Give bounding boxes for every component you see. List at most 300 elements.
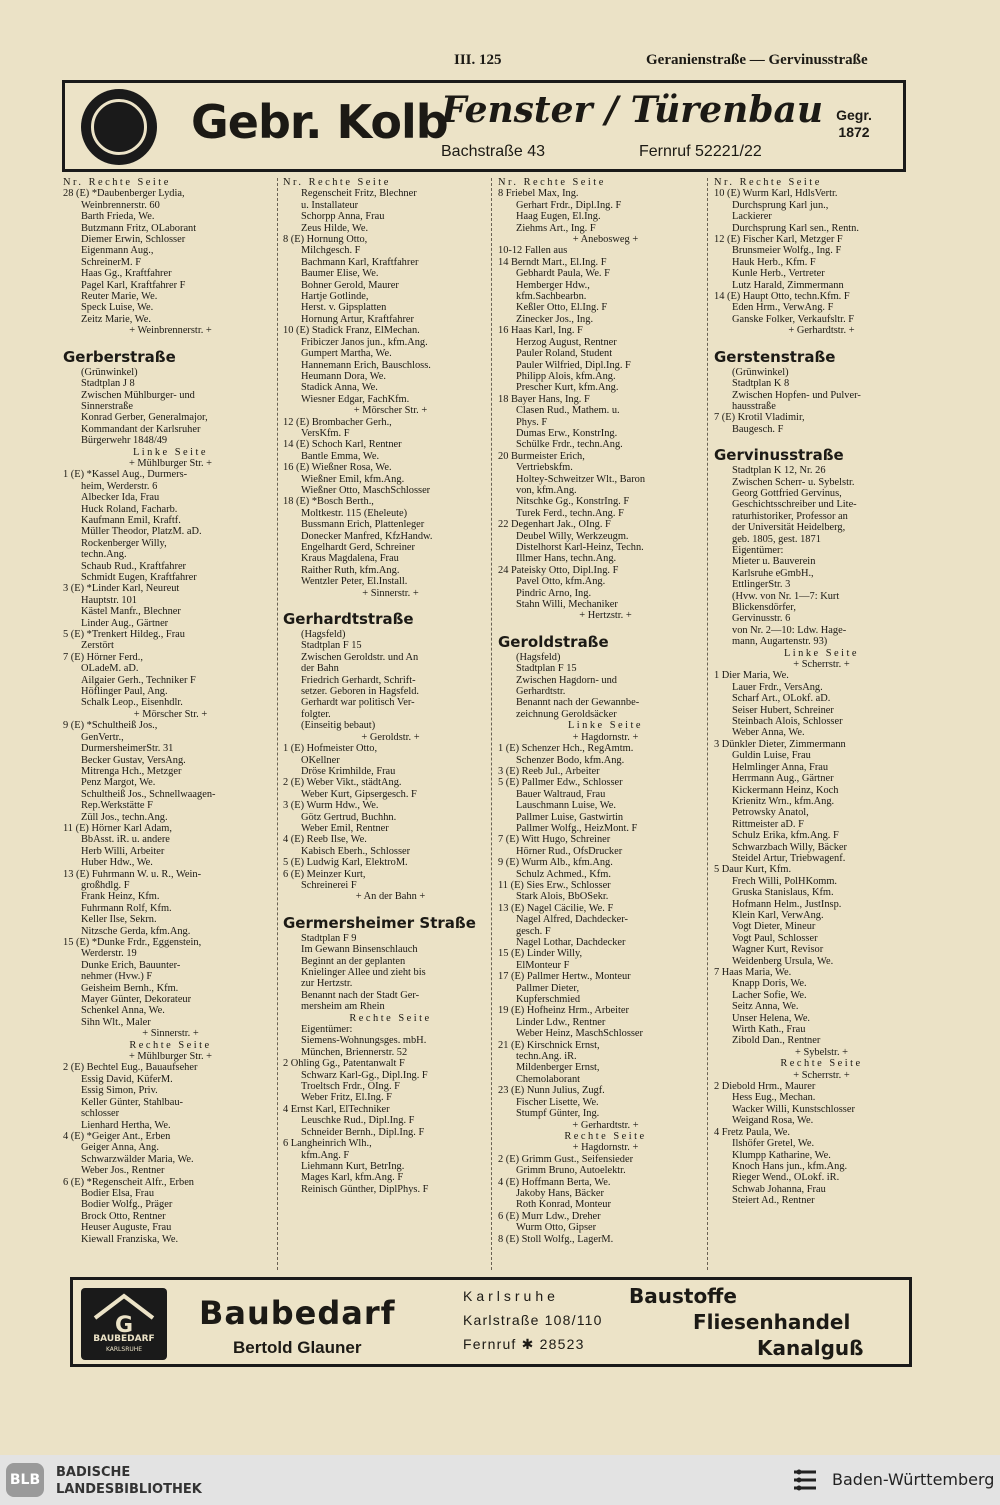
resident-line: Ziehms Art., Ing. F: [516, 222, 596, 234]
resident-line: Geisheim Bernh., Kfm.: [81, 982, 179, 994]
house-entry: 4 (E) Reeb Ilse, We.: [283, 834, 367, 846]
ad-firm-name: Gebr. Kolb: [191, 95, 448, 149]
resident-line: BbAsst. iR. u. andere: [81, 834, 170, 846]
house-entry: 18 Bayer Hans, Ing. F: [498, 393, 590, 405]
house-entry: 22 Degenhart Jak., OIng. F: [498, 519, 611, 531]
house-entry: 11 (E) Hörner Karl Adam,: [63, 822, 172, 834]
column-divider: [491, 178, 493, 1270]
house-entry: 7 (E) Krotil Vladimir,: [714, 412, 805, 424]
resident-line: Weinbrennerstr. 60: [81, 199, 160, 211]
ad-line-fliesenhandel: Fliesenhandel: [693, 1310, 851, 1334]
house-entry: 17 (E) Pallmer Hertw., Monteur: [498, 971, 631, 983]
street-heading: Germersheimer Straße: [283, 913, 476, 932]
house-entry: 2 Diebold Hrm., Maurer: [714, 1081, 816, 1093]
house-entry: 8 (E) Hornung Otto,: [283, 234, 368, 246]
resident-line: Schwarz Karl-Gg., Dipl.Ing. F: [301, 1069, 428, 1081]
resident-line: Konrad Gerber, Generalmajor,: [81, 412, 208, 424]
resident-line: zeichnung Geroldsäcker: [516, 708, 617, 720]
cross-street: + Gerhardtstr. +: [572, 1119, 639, 1131]
resident-line: raturhistoriker, Professor an: [732, 510, 848, 522]
street-range: Geranienstraße — Gervinusstraße: [646, 52, 868, 68]
resident-line: Zwischen Mühlburger- und: [81, 389, 195, 401]
resident-line: Knapp Doris, We.: [732, 978, 807, 990]
cross-street: + Sinnerstr. +: [142, 1028, 199, 1040]
resident-line: Mieter u. Bauverein: [732, 556, 816, 568]
spacer: [283, 903, 498, 912]
ad-phone: Fernruf 52221/22: [639, 143, 762, 160]
house-entry: 21 (E) Kirschnick Ernst,: [498, 1039, 600, 1051]
ad-line-kanalguss: Kanalguß: [757, 1336, 864, 1360]
resident-line: Weber Kurt, Gipsergesch. F: [301, 788, 417, 800]
resident-line: VersKfm. F: [301, 427, 350, 439]
resident-line: Fischer Lisette, We.: [516, 1096, 599, 1108]
resident-line: Seitz Anna, We.: [732, 1001, 799, 1013]
resident-line: Höflinger Paul, Ang.: [81, 686, 168, 698]
house-entry: 15 (E) *Dunke Frdr., Eggenstein,: [63, 937, 202, 948]
resident-line: Wurm Otto, Gipser: [516, 1222, 597, 1234]
side-label: Nr. Rechte Seite: [283, 177, 391, 188]
resident-line: Steidel Artur, Triebwagenf.: [732, 852, 846, 864]
resident-line: Benannt nach der Gewannbe-: [516, 697, 640, 709]
resident-line: großhdlg. F: [81, 879, 130, 891]
side-label: Nr. Rechte Seite: [498, 177, 606, 188]
resident-line: Wirth Kath., Frau: [732, 1024, 806, 1036]
resident-line: Weber Jos., Rentner: [81, 1165, 165, 1177]
resident-line: Kunle Herb., Vertreter: [732, 268, 825, 280]
resident-line: Lienhard Hertha, We.: [81, 1119, 171, 1131]
resident-line: Essig David, KüferM.: [81, 1073, 173, 1085]
resident-line: techn.Ang.: [81, 549, 127, 561]
resident-line: zur Hertzstr.: [301, 978, 353, 990]
resident-line: Guldin Luise, Frau: [732, 750, 811, 762]
house-entry: 6 (E) *Regenscheit Alfr., Erben: [63, 1176, 194, 1188]
resident-line: Ailgaier Gerh., Techniker F: [81, 674, 196, 686]
resident-line: Stahn Willi, Mechaniker: [516, 599, 618, 611]
resident-line: Zibold Dan., Rentner: [732, 1035, 821, 1047]
resident-line: DurmersheimerStr. 31: [81, 743, 174, 755]
resident-line: Phys. F: [516, 416, 548, 428]
resident-line: Schorpp Anna, Frau: [301, 211, 385, 223]
resident-line: von, kfm.Ang.: [516, 484, 577, 496]
resident-line: Nitzsche Gerda, kfm.Ang.: [81, 925, 191, 937]
house-entry: 16 (E) Wießner Rosa, We.: [283, 462, 392, 474]
resident-line: Weber Fritz, El.Ing. F: [301, 1092, 392, 1104]
resident-line: Stumpf Günter, Ing.: [516, 1108, 600, 1120]
resident-line: Pallmer Wolfg., HeizMont. F: [516, 822, 638, 834]
resident-line: Schwarzwälder Maria, We.: [81, 1153, 194, 1165]
resident-line: Nitschke Gg., KonstrIng. F: [516, 496, 630, 508]
resident-line: Hauptstr. 101: [81, 594, 137, 606]
resident-line: Pauler Wilfried, Dipl.Ing. F: [516, 359, 631, 371]
house-entry: 14 (E) Haupt Otto, techn.Kfm. F: [714, 291, 850, 303]
resident-line: Baugesch. F: [732, 423, 784, 435]
resident-line: GenVertr.,: [81, 731, 124, 743]
resident-line: Huber Hdw., We.: [81, 857, 153, 869]
house-entry: 12 (E) Brombacher Gerh.,: [283, 416, 392, 428]
resident-line: Hartje Gotlinde,: [301, 291, 369, 303]
resident-line: Helmlinger Anna, Frau: [732, 761, 829, 773]
resident-line: Krienitz Wrn., kfm.Ang.: [732, 795, 835, 807]
resident-line: Illmer Hans, techn.Ang.: [516, 553, 617, 565]
cross-street: + An der Bahn +: [355, 891, 426, 903]
resident-line: Kiewall Franziska, We.: [81, 1233, 179, 1245]
resident-line: Troeltsch Frdr., OIng. F: [301, 1081, 400, 1093]
column-4: [714, 177, 929, 1271]
street-heading: Gerhardtstraße: [283, 610, 414, 629]
resident-line: Moltkestr. 115 (Eheleute): [301, 507, 408, 519]
house-entry: 2 (E) Bechtel Eug., Bauaufseher: [63, 1062, 198, 1074]
resident-line: nehmer (Hvw.) F: [81, 971, 153, 983]
resident-line: Pallmer Luise, Gastwirtin: [516, 811, 624, 823]
resident-line: Turek Ferd., techn.Ang. F: [516, 507, 624, 519]
house-entry: 9 (E) Wurm Alb., kfm.Ang.: [498, 857, 613, 869]
resident-line: Herrmann Aug., Gärtner: [732, 773, 834, 785]
svg-text:G: G: [114, 1313, 134, 1338]
resident-line: Fuhrmann Rolf, Kfm.: [81, 902, 172, 914]
house-entry: 1 Dier Maria, We.: [714, 670, 789, 682]
resident-line: geb. 1805, gest. 1871: [732, 533, 821, 545]
resident-line: Milchgesch. F: [301, 245, 361, 257]
resident-line: Stark Alois, BbOSekr.: [516, 891, 609, 903]
resident-line: Holtey-Schweitzer Wlt., Baron: [516, 473, 646, 485]
resident-line: Haas Gg., Kraftfahrer: [81, 268, 172, 280]
resident-line: Baumer Elise, We.: [301, 268, 379, 280]
house-entry: 4 Ernst Karl, ElTechniker: [283, 1103, 390, 1115]
founded-year: 1872: [838, 124, 870, 140]
resident-line: Liehmann Kurt, BetrIng.: [301, 1160, 405, 1172]
house-entry: 3 (E) *Linder Karl, Neureut: [63, 583, 180, 595]
cross-street: + Weinbrennerstr. +: [129, 325, 212, 337]
resident-line: Stadtplan F 9: [301, 932, 357, 944]
resident-line: Wießner Otto, MaschSchlosser: [301, 484, 431, 496]
ad-street: Karlstraße 108/110: [463, 1312, 603, 1328]
resident-line: Stadtplan F 15: [301, 640, 362, 652]
ad-gebr-kolb: [62, 80, 906, 172]
resident-line: Petrowsky Anatol,: [732, 807, 809, 819]
resident-line: Weber Emil, Rentner: [301, 822, 389, 834]
resident-line: Brock Otto, Rentner: [81, 1210, 166, 1222]
resident-line: Klumpp Katharine, We.: [732, 1149, 831, 1161]
side-label: Linke Seite: [783, 647, 860, 659]
resident-line: (Einseitig bebaut): [301, 720, 376, 732]
house-entry: 9 (E) *Schultheiß Jos.,: [63, 720, 158, 732]
column-divider: [277, 178, 279, 1270]
resident-line: Bodier Wolfg., Präger: [81, 1199, 173, 1211]
house-entry: 3 (E) Reeb Jul., Arbeiter: [498, 765, 600, 777]
spacer: [498, 622, 713, 631]
resident-line: Becker Gustav, VersAng.: [81, 754, 186, 766]
resident-line: Klein Karl, VerwAng.: [732, 909, 824, 921]
resident-line: Kupferschmied: [516, 994, 581, 1006]
resident-line: Lacher Sofie, We.: [732, 989, 807, 1001]
house-entry: 20 Burmeister Erich,: [498, 450, 585, 462]
library-name-line2: LANDESBIBLIOTHEK: [56, 1482, 202, 1497]
blb-logo-icon: BLB: [6, 1463, 44, 1497]
house-entry: 11 (E) Sies Erw., Schlosser: [498, 879, 611, 891]
resident-line: Vogt Paul, Schlosser: [732, 932, 818, 944]
resident-line: Weidenberg Ursula, We.: [732, 955, 834, 967]
resident-line: Wacker Willi, Kunstschlosser: [732, 1103, 855, 1115]
resident-line: Schenkel Anna, We.: [81, 1005, 165, 1017]
resident-line: Clasen Rud., Mathem. u.: [516, 405, 620, 417]
house-entry: 8 Friebel Max, Ing.: [498, 188, 579, 200]
resident-line: Lauer Frdr., VersAng.: [732, 681, 823, 693]
resident-line: Bantle Emma, We.: [301, 450, 380, 462]
house-entry: 13 (E) Nagel Cäcilie, We. F: [498, 902, 614, 914]
resident-line: Müller Theodor, PlatzM. aD.: [81, 526, 202, 538]
ad-owner: Bertold Glauner: [233, 1338, 362, 1357]
resident-line: Dröse Krimhilde, Frau: [301, 765, 396, 777]
house-entry: 2 (E) Grimm Gust., Seifensieder: [498, 1153, 634, 1165]
resident-line: Haag Eugen, El.Ing.: [516, 211, 601, 223]
resident-line: Eigenmann Aug.,: [81, 245, 154, 257]
resident-line: ElMonteur F: [516, 959, 570, 971]
resident-line: Schwab Johanna, Frau: [732, 1183, 826, 1195]
resident-line: kfm.Ang. F: [301, 1149, 350, 1161]
cross-street: + Sinnerstr. +: [362, 587, 419, 599]
resident-line: Götz Gertrud, Buchhn.: [301, 811, 397, 823]
resident-line: Bauer Waltraud, Frau: [516, 788, 606, 800]
resident-line: Mitrenga Hch., Metzger: [81, 765, 182, 777]
resident-line: Zeitz Marie, We.: [81, 313, 151, 325]
resident-line: Rittmeister aD. F: [732, 818, 804, 830]
baubedarf-g-logo-icon: [81, 1288, 167, 1360]
resident-line: Züll Jos., techn.Ang.: [81, 811, 168, 823]
street-heading: Gerstenstraße: [714, 347, 836, 366]
resident-line: mersheim am Rhein: [301, 1001, 385, 1013]
resident-line: Raither Ruth, kfm.Ang.: [301, 564, 400, 576]
cross-street: + Geroldstr. +: [361, 731, 420, 743]
spacer: [63, 337, 278, 346]
resident-line: Bachmann Karl, Kraftfahrer: [301, 256, 419, 268]
logo-word: BAUBEDARF: [93, 1334, 155, 1344]
side-label: Rechte Seite: [349, 1012, 432, 1024]
resident-line: Heuser Auguste, Frau: [81, 1222, 172, 1234]
side-label: Nr. Rechte Seite: [63, 177, 171, 188]
resident-line: Weigand Rosa, We.: [732, 1115, 814, 1127]
house-entry: 12 (E) Fischer Karl, Metzger F: [714, 234, 843, 246]
ad-address: Bachstraße 43: [441, 143, 546, 160]
house-entry: 4 (E) *Geiger Ant., Erben: [63, 1130, 171, 1142]
resident-line: Keller Günter, Stahlbau-: [81, 1096, 184, 1108]
house-entry: 1 (E) Hofmeister Otto,: [283, 743, 378, 755]
resident-line: Knoch Hans jun., kfm.Ang.: [732, 1160, 848, 1172]
resident-line: Hemberger Hdw.,: [516, 279, 590, 291]
resident-line: Bohner Gerold, Maurer: [301, 279, 399, 291]
resident-line: Unser Helena, We.: [732, 1012, 811, 1024]
side-label: Nr. Rechte Seite: [714, 177, 822, 188]
house-entry: 5 (E) Pallmer Edw., Schlosser: [498, 777, 623, 789]
resident-line: Friedrich Gerhardt, Schrift-: [301, 674, 416, 686]
house-entry: 10 (E) Wurm Karl, HdlsVertr.: [714, 188, 838, 200]
resident-line: Donecker Manfred, KfzHandw.: [301, 530, 433, 542]
resident-line: Georg Gottfried Gervinus,: [732, 487, 842, 499]
resident-line: Zwischen Scherr- u. Sybelstr.: [732, 476, 855, 488]
resident-line: Kästel Manfr., Blechner: [81, 606, 181, 618]
library-name: [56, 1464, 202, 1498]
resident-line: Hannemann Erich, Bauschloss.: [301, 359, 431, 371]
house-entry: 24 Pateisky Otto, Dipl.Ing. F: [498, 564, 619, 576]
resident-line: Pavel Otto, kfm.Ang.: [516, 576, 606, 588]
house-entry: 28 (E) *Daubenberger Lydia,: [63, 188, 185, 200]
resident-line: Zwischen Hopfen- und Pulver-: [732, 389, 861, 401]
resident-line: Seiser Hubert, Schreiner: [732, 704, 834, 716]
resident-line: Heumann Dora, We.: [301, 370, 386, 382]
resident-line: Kickermann Heinz, Koch: [732, 784, 839, 796]
resident-line: Geiger Anna, Ang.: [81, 1142, 159, 1154]
resident-line: Herzog August, Rentner: [516, 336, 617, 348]
spacer: [714, 337, 929, 346]
spacer: [714, 435, 929, 444]
resident-line: Stadtplan K 8: [732, 378, 790, 390]
resident-line: Geschichtsschreiber und Lite-: [732, 499, 857, 511]
resident-line: Durchsprung Karl sen., Rentn.: [732, 222, 859, 234]
resident-line: Wentzler Peter, El.Install.: [301, 576, 408, 588]
resident-line: Hess Eug., Mechan.: [732, 1092, 816, 1104]
house-entry: 23 (E) Nunn Julius, Zugf.: [498, 1085, 605, 1097]
resident-line: Pallmer Dieter,: [516, 982, 580, 994]
resident-line: Speck Luise, We.: [81, 302, 154, 314]
house-entry: 3 (E) Wurm Hdw., We.: [283, 800, 379, 812]
resident-line: Werderstr. 19: [81, 948, 137, 960]
house-entry: 10-12 Fallen aus: [498, 245, 568, 257]
resident-line: Rieger Wend., OLokf. iR.: [732, 1172, 840, 1184]
resident-line: Benannt nach der Stadt Ger-: [301, 989, 420, 1001]
resident-line: Kaufmann Emil, Kraftf.: [81, 514, 181, 526]
resident-line: der Universität Heidelberg,: [732, 522, 846, 534]
resident-line: Blickensdörfer,: [732, 602, 796, 613]
cross-street: + Scherrstr. +: [793, 1069, 850, 1081]
resident-line: der Bahn: [301, 663, 339, 675]
resident-line: Gruska Stanislaus, Kfm.: [732, 887, 834, 899]
resident-line: Weber Heinz, MaschSchlosser: [516, 1028, 643, 1040]
house-entry: 2 (E) Weber Vikt., städtAng.: [283, 777, 402, 789]
resident-line: Schulz Erika, kfm.Ang. F: [732, 830, 839, 842]
cross-street: + Hertzstr. +: [579, 610, 632, 622]
resident-line: (Hagsfeld): [516, 651, 561, 663]
resident-line: Keller Ilse, Sekrn.: [81, 914, 157, 926]
resident-line: Rep.Werkstätte F: [81, 800, 153, 812]
resident-line: Albecker Ida, Frau: [81, 492, 160, 504]
house-entry: 5 Daur Kurt, Kfm.: [714, 864, 792, 876]
resident-line: Keßler Otto, El.Ing. F: [516, 302, 608, 314]
resident-line: Jakoby Hans, Bäcker: [516, 1187, 605, 1199]
resident-line: OKellner: [301, 754, 340, 766]
resident-line: Schreinerei F: [301, 879, 357, 891]
library-name-line1: BADISCHE: [56, 1465, 131, 1480]
cross-street: + Scherrstr. +: [793, 659, 850, 671]
cross-street: + Sybelstr. +: [795, 1046, 848, 1058]
resident-line: Frank Heinz, Kfm.: [81, 891, 160, 903]
resident-line: Gerhardt war politisch Ver-: [301, 697, 415, 709]
resident-line: Mayer Günter, Dekorateur: [81, 994, 192, 1006]
resident-line: Durchsprung Karl jun.,: [732, 199, 829, 211]
resident-line: Engelhardt Gerd, Schreiner: [301, 542, 415, 553]
ad-slogan: Fenster / Türenbau: [441, 89, 824, 131]
resident-line: Dunke Erich, Bauunter-: [81, 959, 181, 971]
column-1: [63, 177, 278, 1271]
resident-line: Wiesner Edgar, FachKfm.: [301, 393, 410, 405]
resident-line: Rockenberger Willy,: [81, 537, 167, 549]
ad-founded: [819, 107, 889, 141]
column-2: [283, 177, 498, 1271]
resident-line: Reinisch Günther, DiplPhys. F: [301, 1183, 429, 1195]
column-divider: [707, 178, 709, 1270]
resident-line: Leuschke Rud., Dipl.Ing. F: [301, 1115, 415, 1127]
resident-line: Brunsmeier Wolfg., Ing. F: [732, 245, 842, 257]
house-entry: 19 (E) Hofheinz Hrm., Arbeiter: [498, 1005, 629, 1017]
cross-street: + Hagdornstr. +: [572, 1142, 639, 1154]
resident-line: Gerhardtstr.: [516, 686, 566, 698]
street-heading: Geroldstraße: [498, 632, 609, 651]
ad-baubedarf: [70, 1277, 912, 1367]
resident-line: Regenscheit Fritz, Blechner: [301, 188, 417, 200]
house-entry: 14 (E) Schoch Karl, Rentner: [283, 439, 402, 451]
resident-line: Eigentümer:: [301, 1024, 353, 1036]
resident-line: Grimm Bruno, Autoelektr.: [516, 1165, 626, 1177]
resident-line: EttlingerStr. 3: [732, 579, 791, 591]
resident-line: Butzmann Fritz, OLaborant: [81, 222, 197, 234]
resident-line: techn.Ang. iR.: [516, 1051, 577, 1063]
resident-line: mann, Augartenstr. 93): [732, 636, 828, 648]
state-name: Baden-Württemberg: [832, 1470, 995, 1489]
house-entry: 6 (E) Murr Ldw., Dreher: [498, 1210, 601, 1222]
side-label: Rechte Seite: [564, 1130, 647, 1142]
resident-line: Linder Ldw., Rentner: [516, 1016, 606, 1028]
resident-line: Wagner Kurt, Revisor: [732, 944, 824, 956]
resident-line: Schwarzbach Willy, Bäcker: [732, 841, 847, 853]
resident-line: Herst. v. Gipsplatten: [301, 302, 387, 314]
house-entry: 6 (E) Meinzer Kurt,: [283, 868, 366, 880]
resident-line: Knielinger Allee und zieht bis: [301, 967, 426, 978]
resident-line: Lutz Harald, Zimmermann: [732, 279, 844, 291]
resident-line: Schulz Achmed., Kfm.: [516, 868, 611, 880]
resident-line: Eden Hrm., VerwAng. F: [732, 302, 834, 314]
resident-line: Bodier Elsa, Frau: [81, 1187, 155, 1199]
resident-line: Pindric Arno, Ing.: [516, 587, 592, 599]
resident-line: Diemer Erwin, Schlosser: [81, 234, 186, 246]
resident-line: Nagel Alfred, Dachdecker-: [516, 914, 629, 926]
resident-line: Schultheiß Jos., Schnellwaagen-: [81, 788, 216, 800]
resident-line: Philipp Alois, kfm.Ang.: [516, 370, 616, 382]
logo-city: KARLSRUHE: [105, 1346, 143, 1353]
resident-line: gesch. F: [516, 925, 551, 937]
house-entry: 4 Fretz Paula, We.: [714, 1126, 791, 1138]
side-label: Linke Seite: [567, 720, 644, 732]
resident-line: Linder Aug., Gärtner: [81, 617, 169, 629]
resident-line: Herb Willi, Arbeiter: [81, 845, 165, 857]
resident-line: u. Installateur: [301, 199, 359, 211]
ad-bottom-phone: Fernruf ✱ 28523: [463, 1336, 585, 1352]
resident-line: Stadtplan J 8: [81, 378, 135, 390]
resident-line: Steinbach Alois, Schlosser: [732, 716, 843, 728]
resident-line: Schaub Rud., Kraftfahrer: [81, 560, 187, 572]
resident-line: Stadtplan K 12, Nr. 26: [732, 465, 826, 477]
resident-line: Kabisch Eberh., Schlosser: [301, 845, 411, 857]
resident-line: Beginnt an der geplanten: [301, 955, 406, 967]
resident-line: Zinecker Jos., Ing.: [516, 313, 594, 325]
resident-line: Gervinusstr. 6: [732, 613, 791, 625]
resident-line: Penz Margot, We.: [81, 777, 156, 789]
library-footer: [0, 1455, 1000, 1505]
resident-line: Steiert Ad., Rentner: [732, 1195, 815, 1207]
resident-line: Schmidt Eugen, Kraftfahrer: [81, 572, 197, 583]
house-entry: 5 (E) Ludwig Karl, ElektroM.: [283, 857, 408, 869]
resident-line: Schalk Leop., Eisenhdlr.: [81, 697, 183, 709]
house-entry: 1 (E) Schenzer Hch., RegAmtm.: [498, 743, 634, 755]
resident-line: Schülke Frdr., techn.Ang.: [516, 439, 623, 451]
resident-line: schlosser: [81, 1108, 120, 1120]
